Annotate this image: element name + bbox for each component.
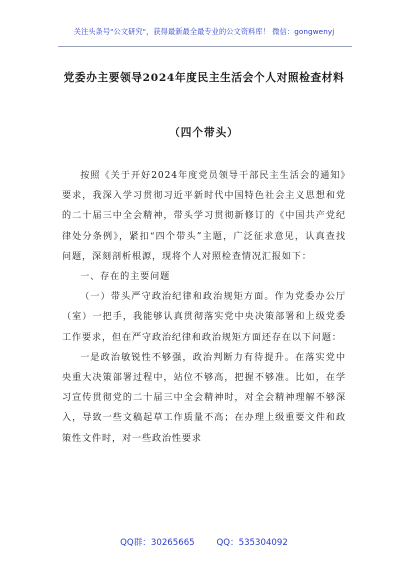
document-subtitle: （四个带头） — [169, 127, 239, 139]
document-body — [62, 166, 346, 449]
header-promo-note: 关注头条号"公文研究"，获得最新最全最专业的公文资料库！ 微信：gongwenyj — [73, 27, 335, 36]
subsection-paragraph: （一）带头严守政治纪律和政治规矩方面。作为党委办公厅（室）一把手，我能够认真贯彻落实党中央决策部署和上级党委工作要求，但在严守政治纪律和政治规矩方面还存在以下问题： — [62, 292, 346, 343]
intro-paragraph: 按照《关于开好2024年度党员领导干部民主生活会的通知》要求，我深入学习贯彻习近平新时代中国特色社会主义思想和党的二十届三中全会精神，带头学习贯彻新修订的《中国共产党纪律处分条例》，紧扣“四个带头”主题，广泛征求意见，认真查找问题，深刻剖析根源，现将个人对照检查情况汇报如下： — [62, 171, 346, 262]
header-divider — [58, 46, 352, 47]
point-paragraph: 一是政治敏锐性不够强，政治判断力有待提升。在落实党中央重大决策部署过程中，站位不够高，把握不够准。比如，在学习宣传贯彻党的二十届三中全会精神时，对全会精神理解不够深入，导致一些文稿起草工作质量不高；在办理上级重要文件和政策性文件时，对一些政治性要求 — [62, 352, 346, 444]
footer-contact: QQ群：30265665 QQ：535304092 — [120, 538, 288, 548]
section-heading: 一、存在的主要问题 — [80, 272, 171, 283]
document-title: 党委办主要领导2024年度民主生活会个人对照检查材料 — [63, 72, 345, 84]
